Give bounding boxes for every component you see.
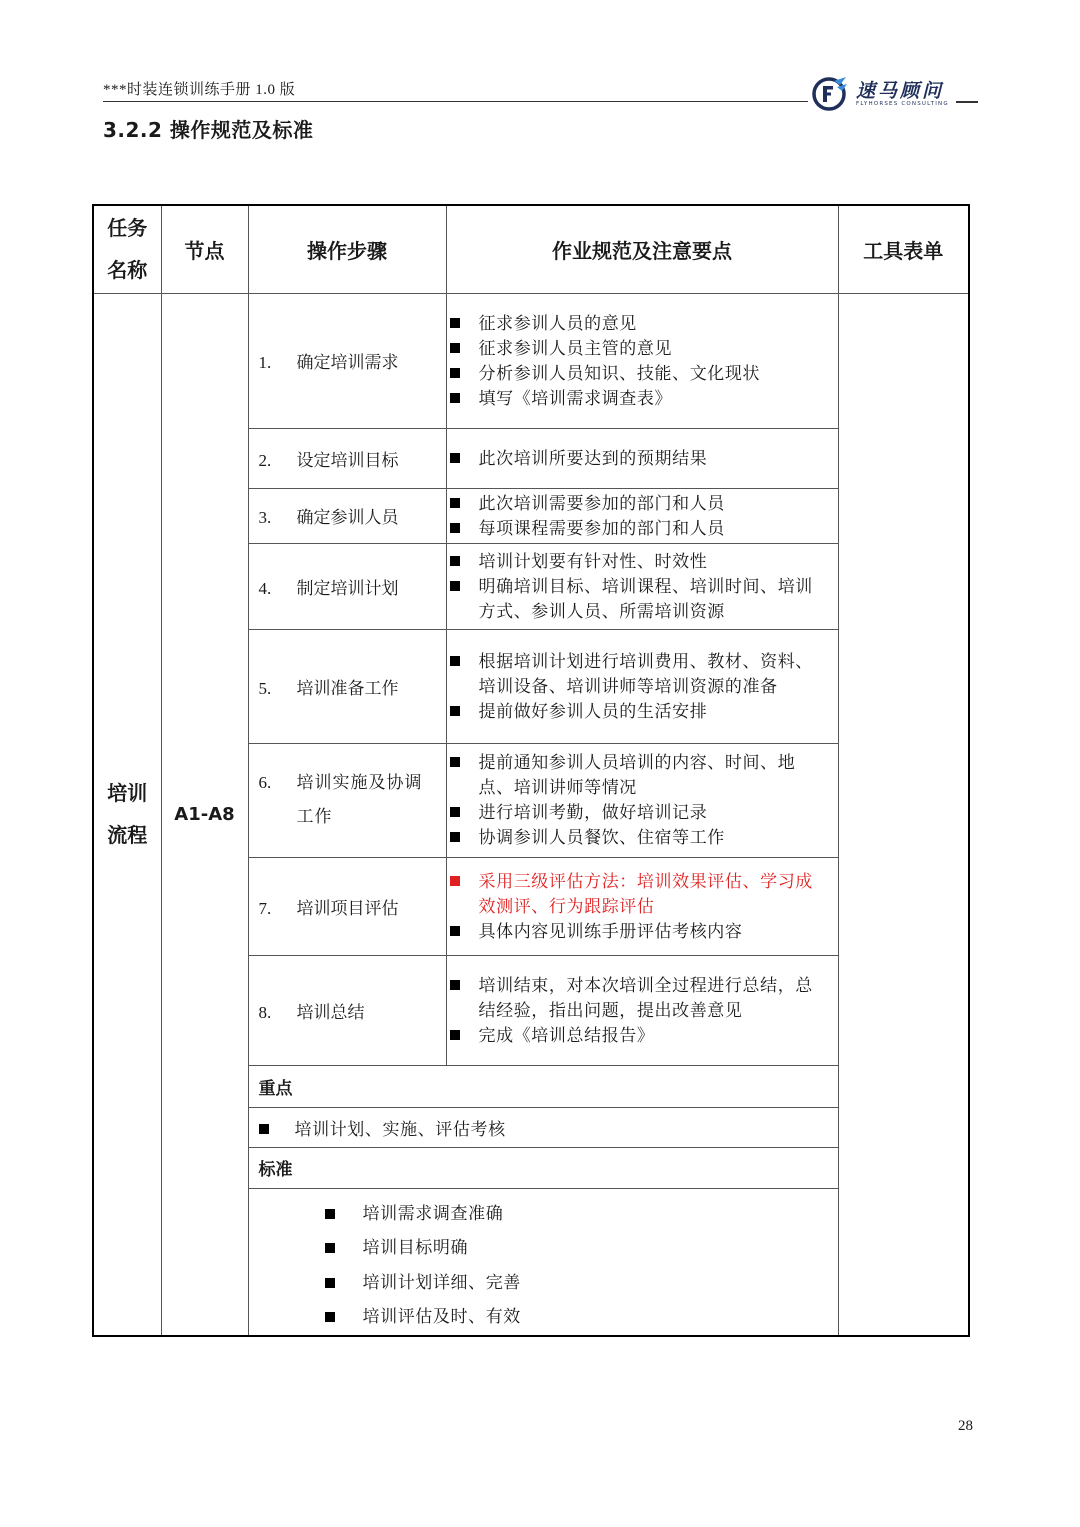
- header-tools: 工具表单: [838, 205, 969, 293]
- task-name-cell: 培训 流程: [93, 293, 161, 1336]
- document-title: ***时装连锁训练手册 1.0 版: [103, 82, 296, 98]
- list-item: 此次培训所要达到的预期结果: [447, 446, 830, 471]
- list-item: 提前通知参训人员培训的内容、时间、地点、培训讲师等情况: [447, 750, 830, 800]
- list-item: 明确培训目标、培训课程、培训时间、培训方式、参训人员、所需培训资源: [447, 574, 830, 624]
- header-task-name: 任务 名称: [93, 205, 161, 293]
- list-item: 培训目标明确: [323, 1231, 838, 1266]
- step-cell: 5. 培训准备工作: [248, 629, 446, 743]
- header-node: 节点: [161, 205, 248, 293]
- step-cell: 1. 确定培训需求: [248, 293, 446, 428]
- header-spec: 作业规范及注意要点: [446, 205, 838, 293]
- key-points-cell: 培训计划、实施、评估考核: [248, 1107, 838, 1147]
- page-number: 28: [958, 1418, 973, 1434]
- list-item: 完成《培训总结报告》: [447, 1023, 830, 1048]
- list-item: 具体内容见训练手册评估考核内容: [447, 919, 830, 944]
- step-cell: 2. 设定培训目标: [248, 428, 446, 488]
- list-item: 进行培训考勤，做好培训记录: [447, 800, 830, 825]
- spec-cell: [446, 293, 838, 428]
- list-item: 提前做好参训人员的生活安排: [447, 699, 830, 724]
- spec-cell: [446, 857, 838, 955]
- node-cell: A1-A8: [161, 293, 248, 1336]
- section-title: 3.2.2 操作规范及标准: [103, 118, 314, 142]
- step-cell: 4. 制定培训计划: [248, 543, 446, 629]
- step-cell: 8. 培训总结: [248, 955, 446, 1065]
- spec-cell: [446, 955, 838, 1065]
- header-steps: 操作步骤: [248, 205, 446, 293]
- list-item: 培训需求调查准确: [323, 1197, 838, 1232]
- list-item: 协调参训人员餐饮、住宿等工作: [447, 825, 830, 850]
- list-item: 此次培训需要参加的部门和人员: [447, 491, 830, 516]
- standards-label: 标准: [248, 1147, 838, 1188]
- list-item: 培训评估及时、有效: [323, 1300, 838, 1335]
- list-item: 征求参训人员主管的意见: [447, 336, 830, 361]
- spec-cell: [446, 428, 838, 488]
- table-row: [93, 293, 969, 428]
- spec-cell: [446, 629, 838, 743]
- step-cell: 7. 培训项目评估: [248, 857, 446, 955]
- step-cell: 3. 确定参训人员: [248, 488, 446, 543]
- standards-cell: [248, 1188, 838, 1336]
- list-item: 填写《培训需求调查表》: [447, 386, 830, 411]
- bullet-square-icon: [259, 1124, 269, 1134]
- highlighted-list-item: 采用三级评估方法：培训效果评估、学习成效测评、行为跟踪评估: [447, 869, 830, 919]
- operation-standards-table: [92, 204, 970, 1337]
- logo-tail-rule: [956, 101, 978, 103]
- logo-brand-cn: 速马顾问: [856, 80, 945, 102]
- step-cell: 6. 培训实施及协调工作: [248, 743, 446, 857]
- tools-cell: [838, 293, 969, 1336]
- list-item: 培训结束，对本次培训全过程进行总结，总结经验，指出问题，提出改善意见: [447, 973, 830, 1023]
- list-item: 征求参训人员的意见: [447, 311, 830, 336]
- logo-brand-en: FLYHORSES CONSULTING: [856, 101, 949, 107]
- company-logo: [808, 72, 978, 116]
- list-item: 分析参训人员知识、技能、文化现状: [447, 361, 830, 386]
- spec-cell: [446, 488, 838, 543]
- spec-cell: [446, 543, 838, 629]
- list-item: 根据培训计划进行培训费用、教材、资料、培训设备、培训讲师等培训资源的准备: [447, 649, 830, 699]
- key-points-label: 重点: [248, 1065, 838, 1107]
- flyhorse-logo-icon: [810, 75, 848, 113]
- spec-cell: [446, 743, 838, 857]
- list-item: 培训计划详细、完善: [323, 1266, 838, 1301]
- list-item: 培训计划要有针对性、时效性: [447, 549, 830, 574]
- list-item: 每项课程需要参加的部门和人员: [447, 516, 830, 541]
- table-header-row: [93, 205, 969, 293]
